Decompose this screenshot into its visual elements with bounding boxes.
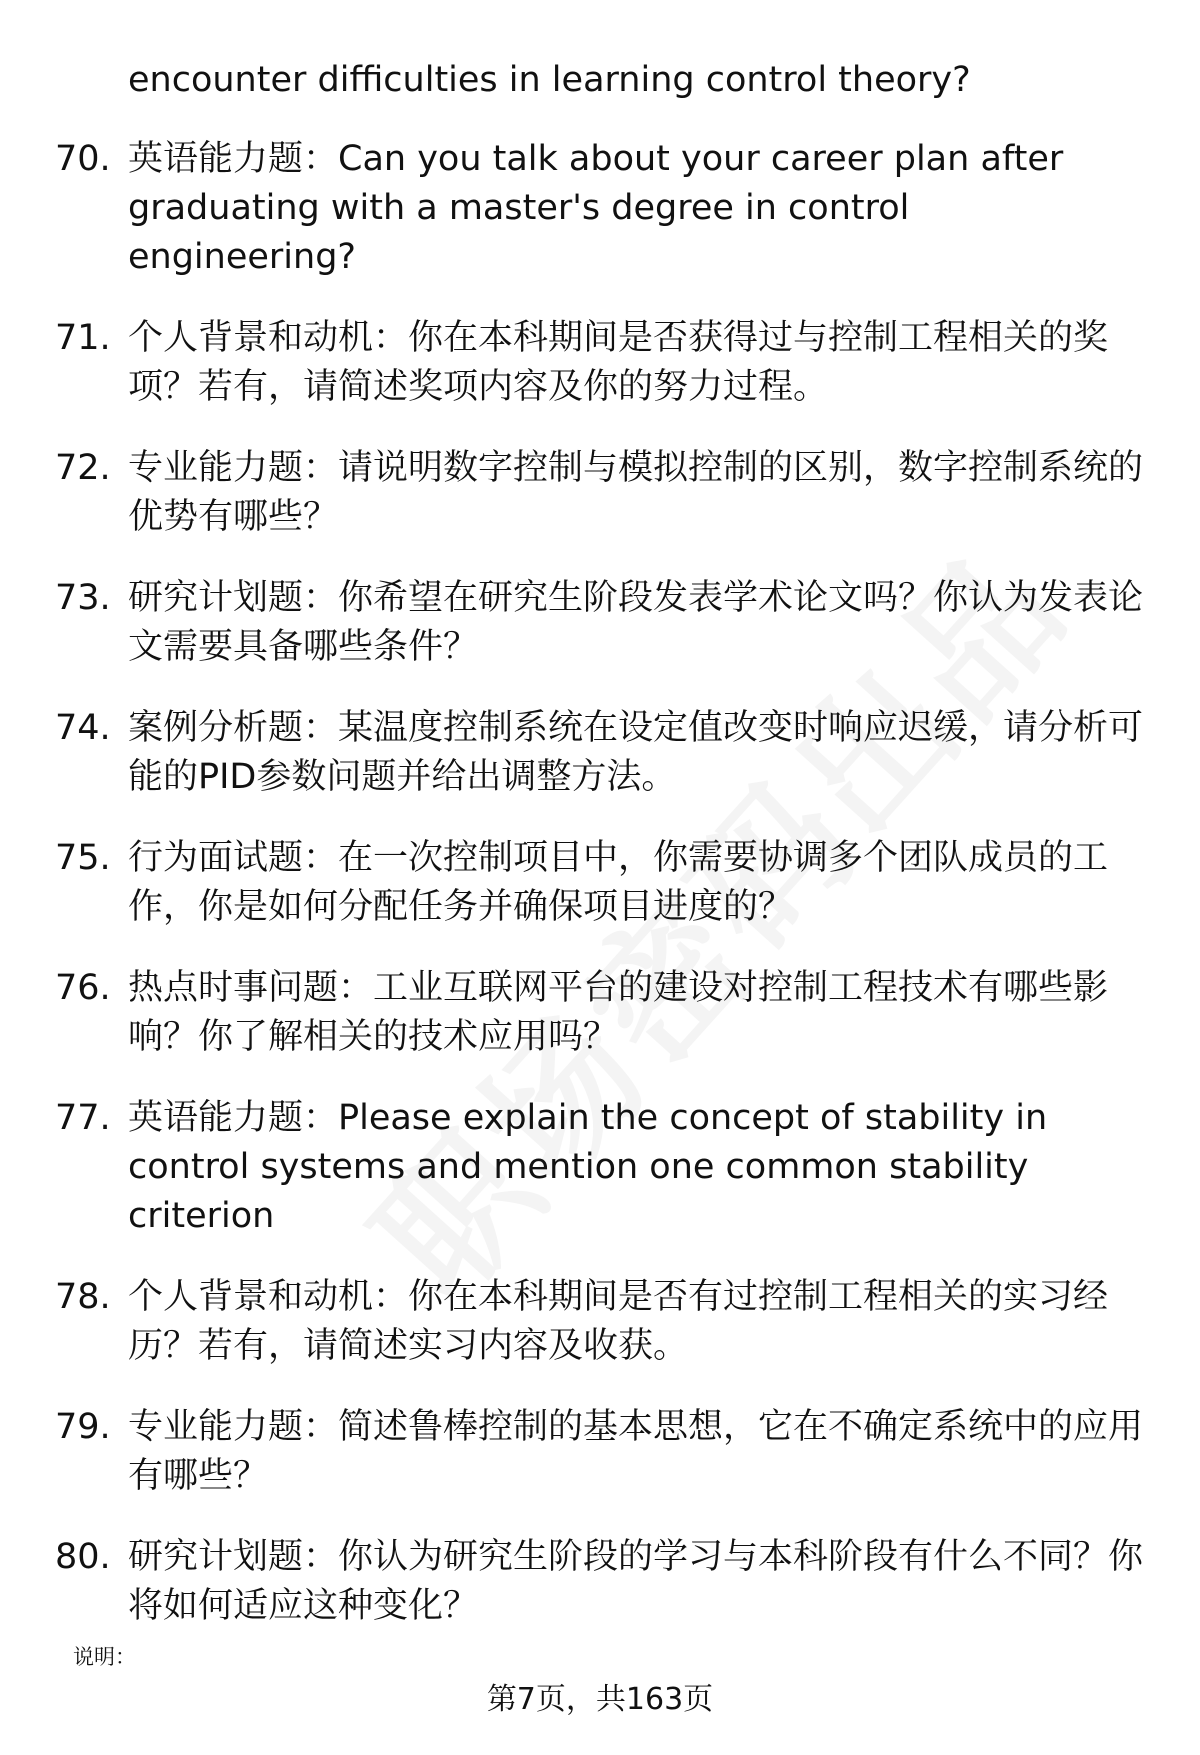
question-number: 70.: [55, 139, 111, 179]
question-item: [55, 314, 1145, 412]
question-number: 78.: [55, 1277, 111, 1317]
question-text: 个人背景和动机：你在本科期间是否有过控制工程相关的实习经历？若有，请简述实习内容及收获。: [128, 1277, 1109, 1366]
question-number: 71.: [55, 318, 111, 358]
question-number: 77.: [55, 1098, 111, 1138]
question-item: [55, 704, 1145, 802]
question-number: 80.: [55, 1537, 111, 1577]
question-number: 74.: [55, 708, 111, 748]
question-number: 76.: [55, 968, 111, 1008]
question-item: [55, 444, 1145, 542]
note-label: 说明：: [73, 1645, 136, 1669]
question-text: 热点时事问题：工业互联网平台的建设对控制工程技术有哪些影响？你了解相关的技术应用吗？: [128, 968, 1109, 1057]
question-number: 79.: [55, 1407, 111, 1447]
question-item: [55, 135, 1145, 282]
question-number: 72.: [55, 448, 111, 488]
question-text: 个人背景和动机：你在本科期间是否获得过与控制工程相关的奖项？若有，请简述奖项内容及你的努力过程。: [128, 318, 1109, 407]
page-footer: 第7页，共163页: [486, 1682, 714, 1717]
question-item: [55, 964, 1145, 1062]
question-text: 案例分析题：某温度控制系统在设定值改变时响应迟缓，请分析可能的PID参数问题并给出调整方法。: [128, 708, 1144, 797]
question-item: [55, 1094, 1145, 1241]
question-item: [55, 574, 1145, 672]
question-item: [55, 834, 1145, 932]
question-text: 专业能力题：请说明数字控制与模拟控制的区别，数字控制系统的优势有哪些？: [128, 448, 1144, 537]
question-number: 73.: [55, 578, 111, 618]
question-item: [55, 1403, 1145, 1501]
question-text: 行为面试题：在一次控制项目中，你需要协调多个团队成员的工作，你是如何分配任务并确保项目进度的？: [128, 838, 1109, 927]
question-item: [55, 1273, 1145, 1371]
question-list: [55, 56, 1145, 1663]
question-item: [55, 1533, 1145, 1631]
continued-question-text: encounter difficulties in learning control theory?: [128, 60, 971, 100]
question-text: 研究计划题：你希望在研究生阶段发表学术论文吗？你认为发表论文需要具备哪些条件？: [128, 578, 1144, 667]
question-text: 英语能力题：Please explain the concept of stability in control systems and mention one common stability criterion: [128, 1098, 1048, 1236]
question-text: 专业能力题：简述鲁棒控制的基本思想，它在不确定系统中的应用有哪些？: [128, 1407, 1144, 1496]
question-number: 75.: [55, 838, 111, 878]
question-text: 研究计划题：你认为研究生阶段的学习与本科阶段有什么不同？你将如何适应这种变化？: [128, 1537, 1144, 1626]
question-text: 英语能力题：Can you talk about your career plan after graduating with a master's degree in control engineering?: [128, 139, 1064, 277]
